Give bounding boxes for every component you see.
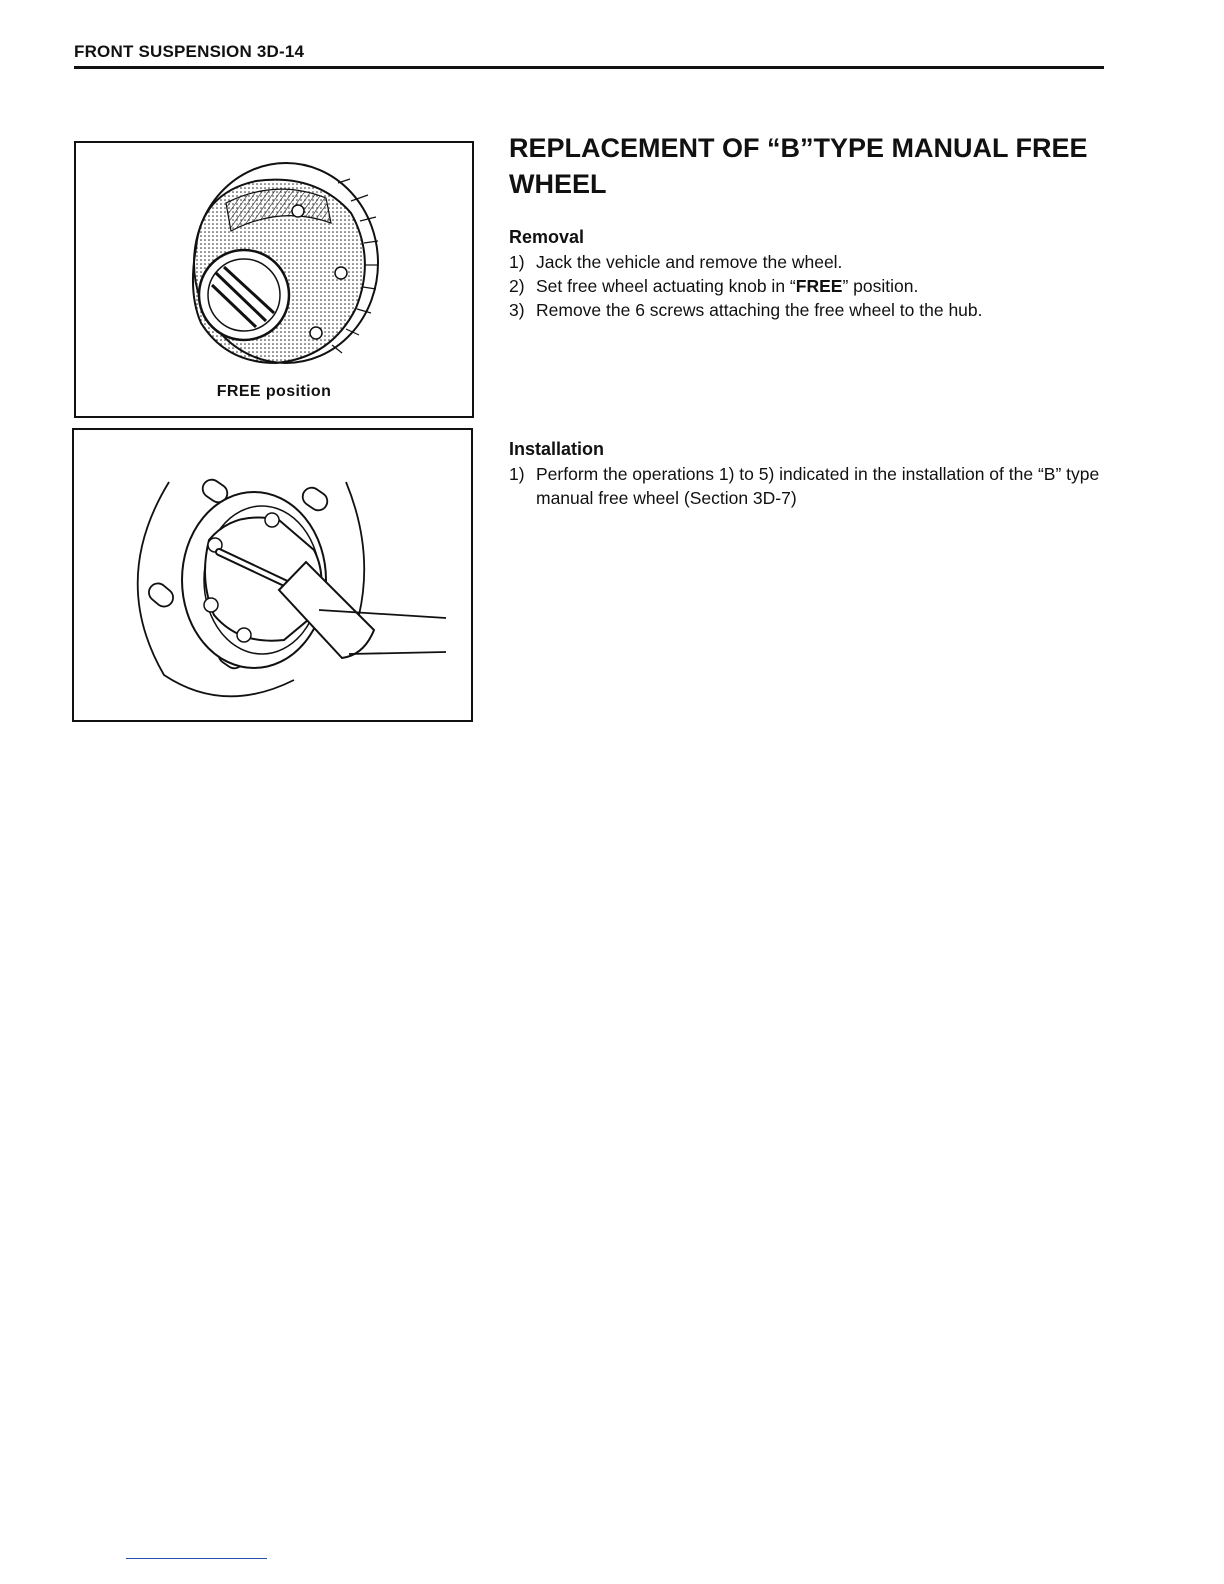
step-text bbox=[536, 298, 1109, 322]
step-text-part: Set free wheel actuating knob in “ bbox=[536, 276, 796, 296]
figure-caption: FREE position bbox=[216, 383, 332, 400]
free-wheel-hub-illustration bbox=[76, 143, 472, 416]
list-item bbox=[509, 462, 1109, 510]
screw-removal-illustration bbox=[74, 430, 471, 720]
step-text-part: ” position. bbox=[842, 276, 919, 296]
step-text-bold: FREE bbox=[795, 276, 843, 296]
installation-heading: Installation bbox=[509, 439, 605, 459]
list-item bbox=[509, 298, 1109, 322]
page-header: FRONT SUSPENSION 3D-14 bbox=[74, 42, 305, 61]
header-rule bbox=[74, 66, 1104, 69]
step-number: 1) bbox=[509, 252, 525, 272]
step-text-part: Remove the 6 screws attaching the free wheel to the hub. bbox=[536, 300, 983, 320]
figure-free-position bbox=[74, 141, 474, 418]
step-text-part: Jack the vehicle and remove the wheel. bbox=[536, 252, 843, 272]
footer-rule bbox=[126, 1558, 267, 1559]
installation-steps bbox=[509, 462, 1109, 510]
removal-heading: Removal bbox=[509, 227, 585, 247]
step-text bbox=[536, 274, 1109, 298]
step-number: 2) bbox=[509, 276, 525, 296]
removal-steps bbox=[509, 250, 1109, 322]
step-number: 1) bbox=[509, 464, 525, 484]
step-text: Perform the operations 1) to 5) indicated in the installation of the “B” type manual free wheel (Section 3D-7) bbox=[536, 464, 1100, 508]
step-text bbox=[536, 250, 1109, 274]
step-number: 3) bbox=[509, 300, 525, 320]
section-title: REPLACEMENT OF “B”TYPE MANUAL FREE WHEEL bbox=[509, 133, 1088, 199]
list-item bbox=[509, 250, 1109, 274]
list-item bbox=[509, 274, 1109, 298]
figure-screw-removal bbox=[72, 428, 473, 722]
